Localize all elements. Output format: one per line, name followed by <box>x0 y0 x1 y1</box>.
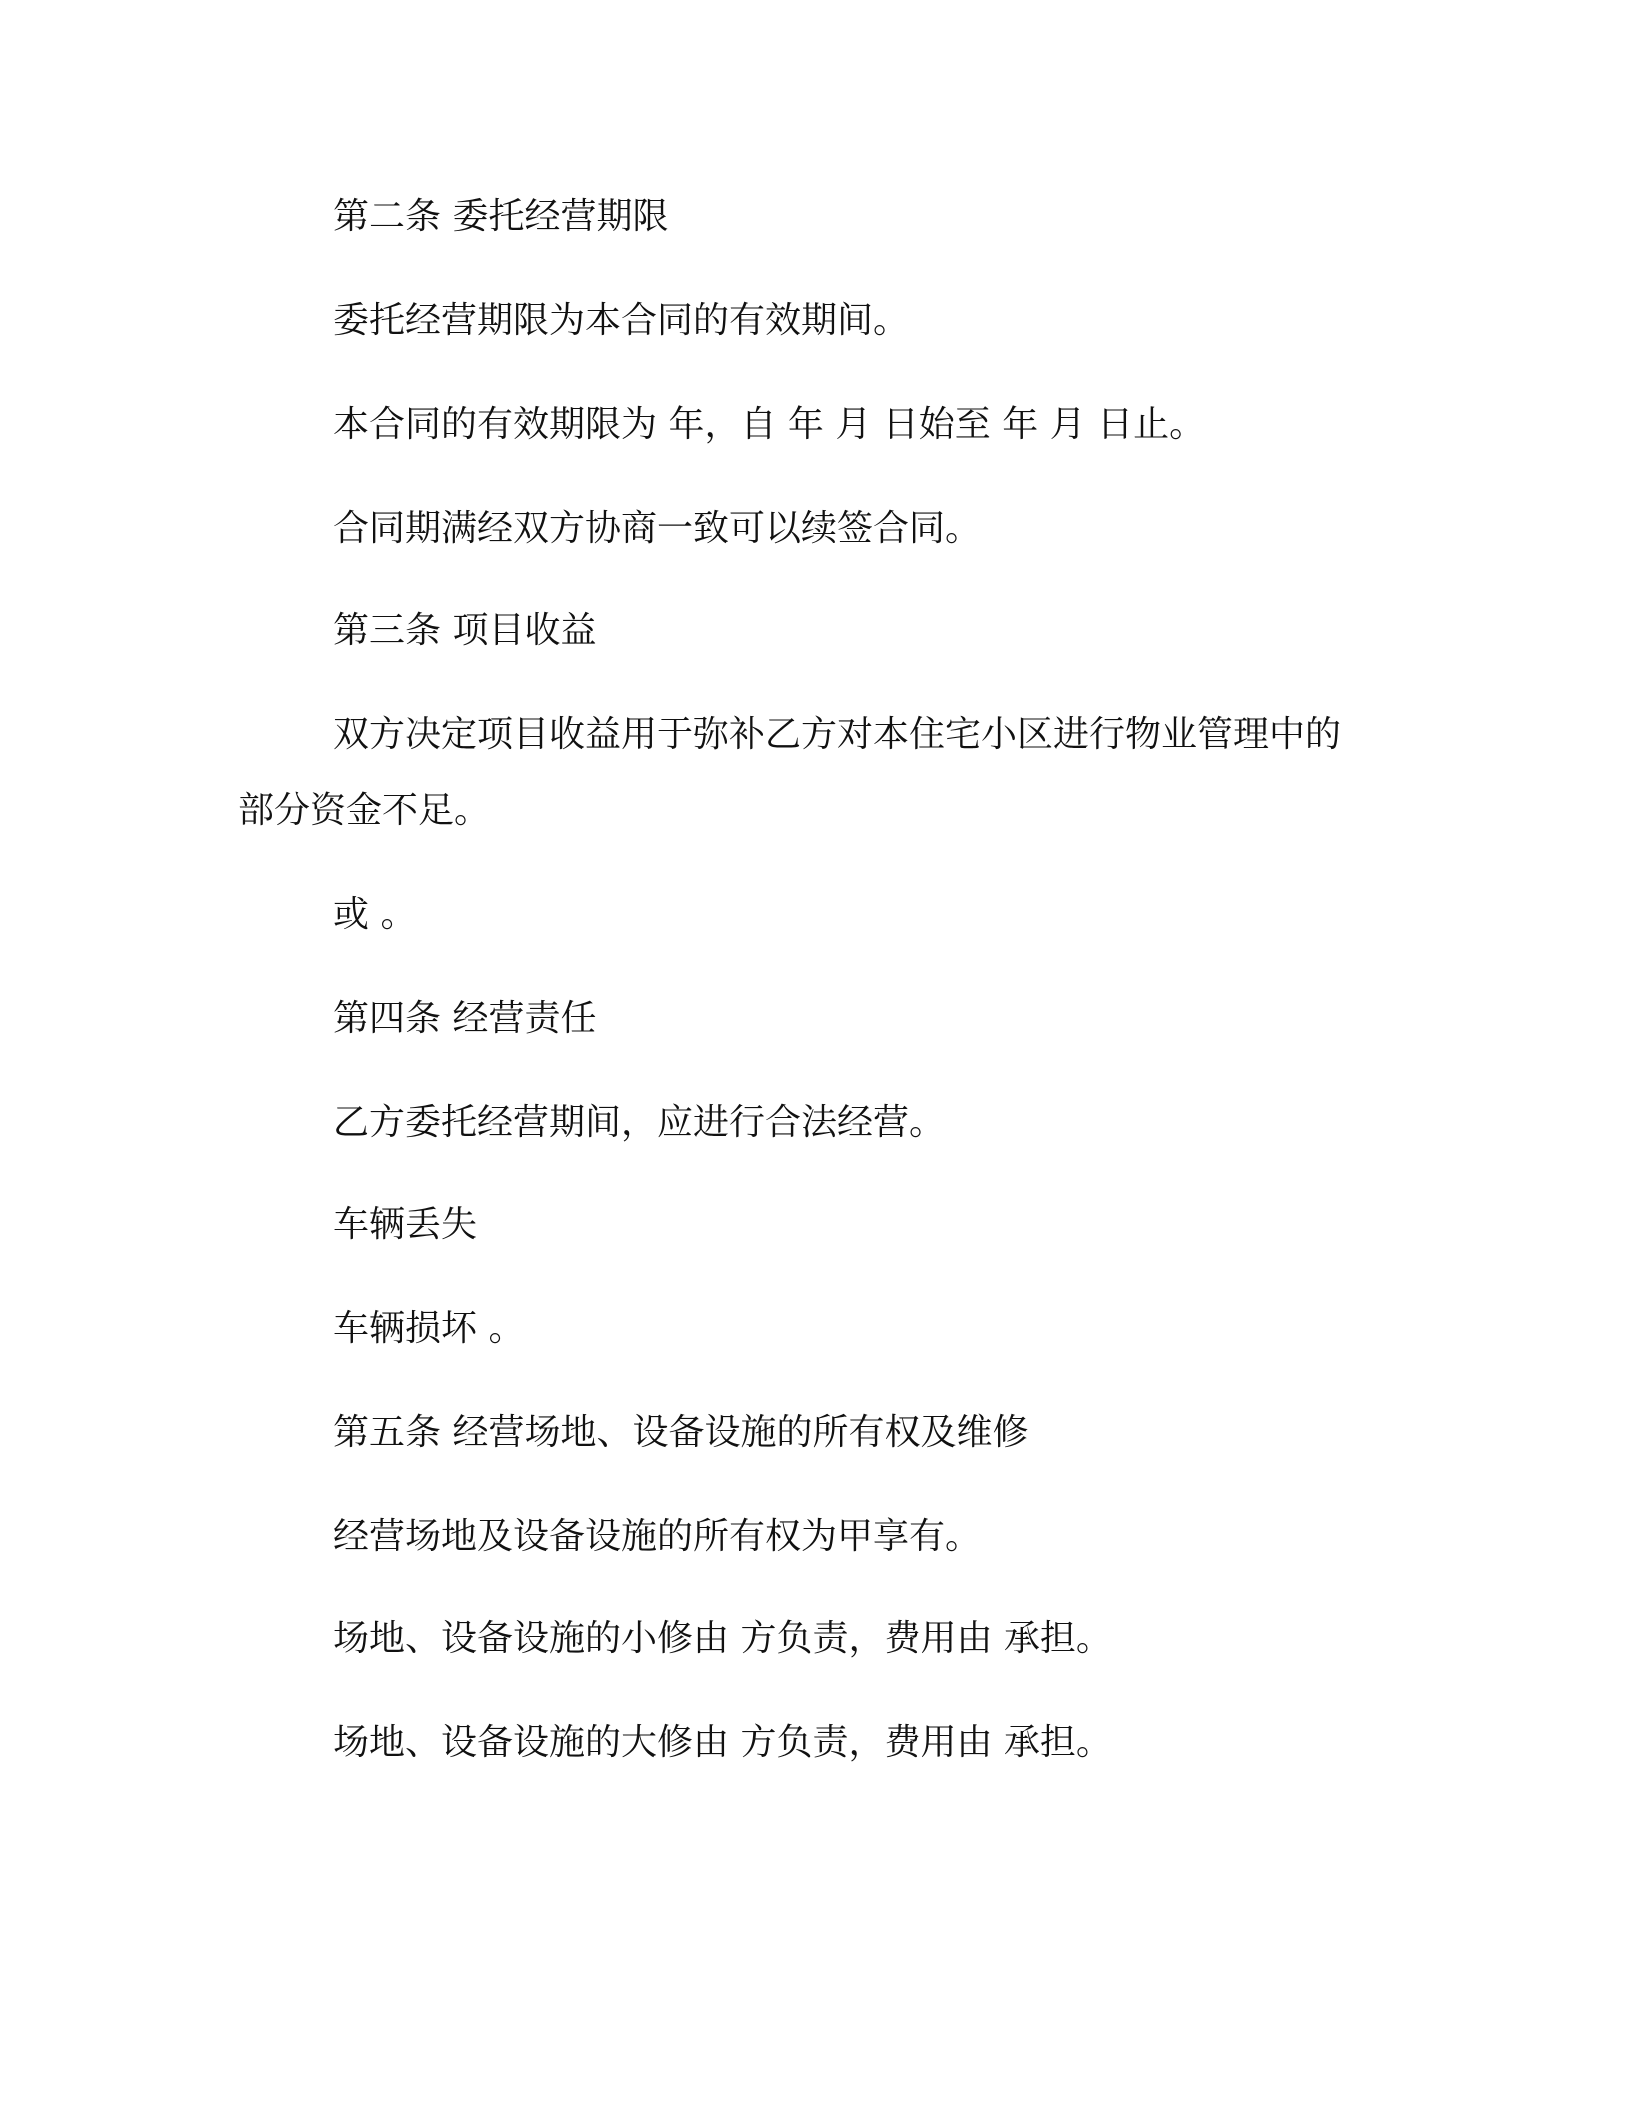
paragraph: 本合同的有效期限为 年，自 年 月 日始至 年 月 日止。 <box>333 404 1206 445</box>
paragraph: 场地、设备设施的大修由 方负责，费用由 承担。 <box>333 1722 1112 1763</box>
paragraph: 乙方委托经营期间，应进行合法经营。 <box>333 1102 946 1143</box>
paragraph: 合同期满经双方协商一致可以续签合同。 <box>333 508 982 549</box>
article-2-heading: 第二条 委托经营期限 <box>333 196 669 237</box>
paragraph: 车辆损坏 。 <box>333 1308 525 1349</box>
article-3-heading: 第三条 项目收益 <box>333 610 597 651</box>
paragraph: 双方决定项目收益用于弥补乙方对本住宅小区进行物业管理中的 <box>333 714 1342 755</box>
article-4-heading: 第四条 经营责任 <box>333 998 597 1039</box>
paragraph: 车辆丢失 <box>333 1204 478 1245</box>
paragraph: 经营场地及设备设施的所有权为甲享有。 <box>333 1516 982 1557</box>
paragraph-continuation: 部分资金不足。 <box>238 790 491 831</box>
paragraph: 委托经营期限为本合同的有效期间。 <box>333 300 910 341</box>
paragraph: 场地、设备设施的小修由 方负责，费用由 承担。 <box>333 1618 1112 1659</box>
paragraph: 或 。 <box>333 894 417 935</box>
article-5-heading: 第五条 经营场地、设备设施的所有权及维修 <box>333 1412 1029 1453</box>
